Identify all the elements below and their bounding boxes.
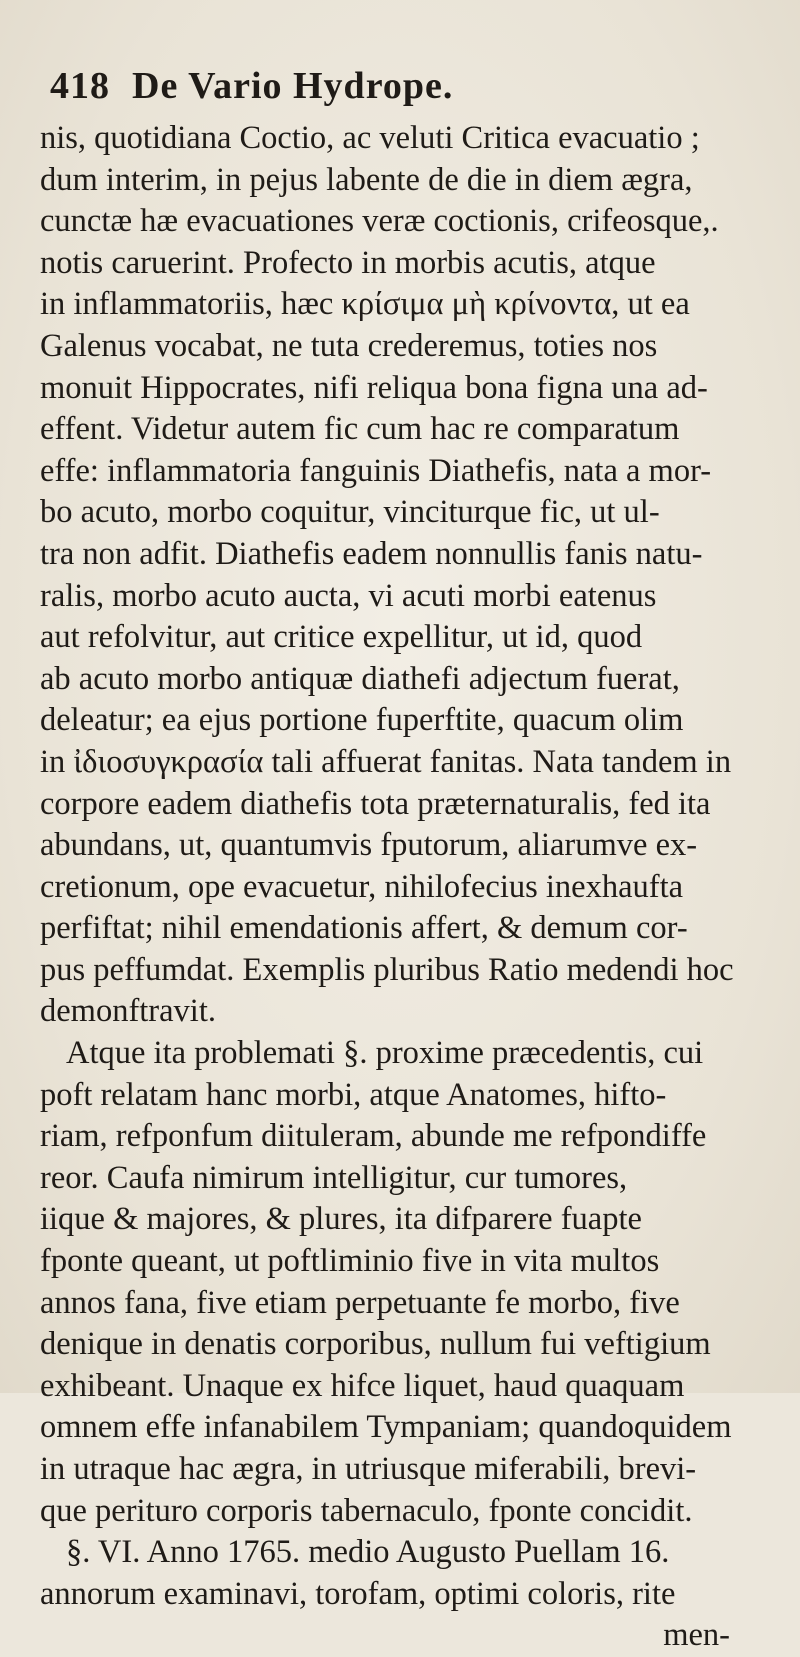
text-line: riam, refponfum diituleram, abunde me refpondiffe [40,1118,707,1155]
body-text [40,118,770,1657]
text-line: monuit Hippocrates, nifi reliqua bona figna una ad- [40,369,708,406]
text-line: perfiftat; nihil emendationis affert, & demum cor- [40,910,688,947]
text-line: deleatur; ea ejus portione fuperftite, quacum olim [40,702,684,739]
text-line: cretionum, ope evacuetur, nihilofecius inexhaufta [40,868,684,905]
text-line: in inflammatoriis, hæc κρίσιμα μὴ κρίνοντα, ut ea [40,286,690,323]
text-line: notis caruerint. Profecto in morbis acutis, atque [40,244,656,281]
text-line: cunctæ hæ evacuationes veræ coctionis, crifeosque,. [40,203,719,240]
text-line: denique in denatis corporibus, nullum fui veftigium [40,1326,711,1363]
paragraph-start-line: Atque ita problemati §. proxime præcedentis, cui [66,1035,704,1072]
text-line: corpore eadem diathefis tota præternaturalis, fed ita [40,785,711,822]
text-line: dum interim, in pejus labente de die in diem ægra, [40,161,693,198]
text-line: que perituro corporis tabernaculo, fponte concidit. [40,1492,693,1529]
text-line: ab acuto morbo antiquæ diathefi adjectum fuerat, [40,660,680,697]
text-line: aut refolvitur, aut critice expellitur, ut id, quod [40,619,643,656]
text-line: poft relatam hanc morbi, atque Anatomes, hifto- [40,1076,667,1113]
text-line: in ἰδιοσυγκρασία tali affuerat fanitas. Nata tandem in [40,743,732,780]
text-line: demonftravit. [40,993,216,1030]
text-line: fponte queant, ut poftliminio five in vita multos [40,1243,660,1280]
text-line: exhibeant. Unaque ex hifce liquet, haud quaquam [40,1367,685,1404]
catchword: men- [663,1617,730,1654]
text-line: effe: inflammatoria fanguinis Diathefis, nata a mor- [40,452,712,489]
text-line: nis, quotidiana Coctio, ac veluti Critica evacuatio ; [40,120,700,156]
text-line: effent. Videtur autem fic cum hac re comparatum [40,411,680,448]
page-header [50,64,750,108]
text-line: tra non adfit. Diathefis eadem nonnullis fanis natu- [40,535,703,572]
text-line: reor. Caufa nimirum intelligitur, cur tumores, [40,1159,628,1196]
text-line: iique & majores, & plures, ita difparere fuapte [40,1201,642,1238]
text-line: omnem effe infanabilem Tympaniam; quandoquidem [40,1409,732,1446]
text-line: annos fana, five etiam perpetuante fe morbo, five [40,1284,680,1321]
section-start-line: §. VI. Anno 1765. medio Augusto Puellam 16. [66,1534,670,1571]
text-line: abundans, ut, quantumvis fputorum, aliarumve ex- [40,827,698,864]
text-line: ralis, morbo acuto aucta, vi acuti morbi eatenus [40,577,657,614]
running-title: De Vario Hydrope. [132,65,454,107]
text-line: Galenus vocabat, ne tuta crederemus, toties nos [40,327,658,364]
text-line: pus peffumdat. Exemplis pluribus Ratio medendi hoc [40,951,734,988]
text-line: bo acuto, morbo coquitur, vinciturque fic, ut ul- [40,494,660,531]
text-line: annorum examinavi, torofam, optimi coloris, rite [40,1575,676,1612]
page-number: 418 [50,65,110,107]
text-line: in utraque hac ægra, in utriusque miferabili, brevi- [40,1451,697,1487]
